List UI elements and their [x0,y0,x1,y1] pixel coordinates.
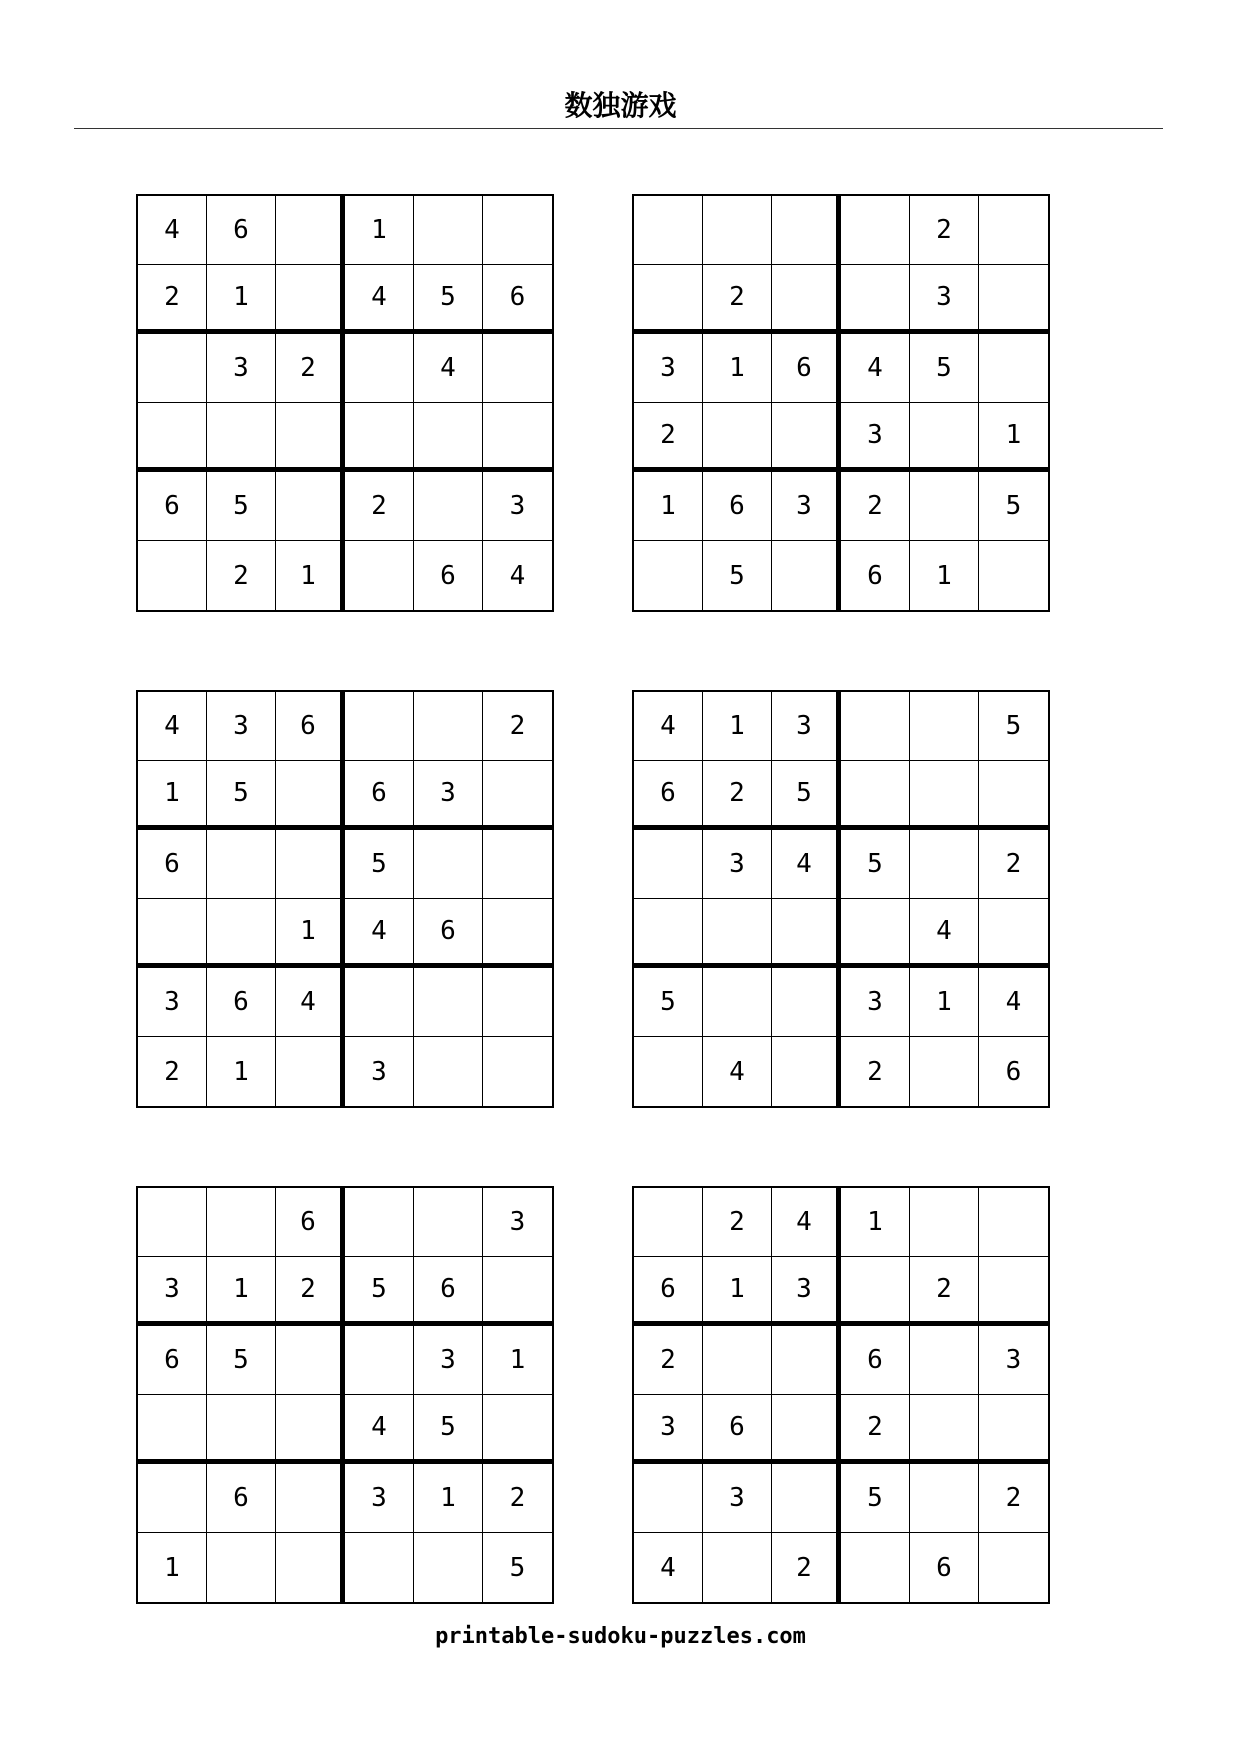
sudoku-cell [772,899,841,968]
sudoku-cell [841,1257,910,1326]
sudoku-cell [345,334,414,403]
sudoku-cell: 5 [345,1257,414,1326]
sudoku-cell [979,196,1048,265]
sudoku-cell: 6 [414,1257,483,1326]
sudoku-cell [345,968,414,1037]
sudoku-grid-6 [632,1186,1050,1604]
sudoku-cell: 1 [979,403,1048,472]
sudoku-cell: 2 [703,761,772,830]
sudoku-cell [910,761,979,830]
sudoku-cell: 3 [345,1464,414,1533]
sudoku-cell [138,1464,207,1533]
sudoku-cell [483,968,552,1037]
sudoku-cell: 2 [910,1257,979,1326]
sudoku-cell: 4 [910,899,979,968]
sudoku-cell [703,1326,772,1395]
sudoku-cell [414,1037,483,1106]
footer-url: printable-sudoku-puzzles.com [435,1624,806,1649]
sudoku-cell: 6 [1005,1056,1022,1087]
sudoku-cell [703,1533,772,1602]
sudoku-grid-1 [136,194,554,612]
sudoku-cell: 1 [345,196,414,265]
sudoku-cell: 6 [207,196,276,265]
sudoku-cell: 3 [772,472,841,541]
sudoku-cell: 2 [634,403,703,472]
sudoku-cell: 4 [509,560,526,591]
sudoku-cell: 5 [841,830,910,899]
sudoku-cell [634,1188,703,1257]
sudoku-cell: 1 [207,1257,276,1326]
sudoku-cell [634,265,703,334]
sudoku-cell: 5 [841,1464,910,1533]
sudoku-cell [772,265,841,334]
sudoku-cell [979,1533,1048,1602]
sudoku-cell [483,830,552,899]
sudoku-cell: 1 [138,1533,207,1602]
sudoku-cell [634,830,703,899]
sudoku-cell [841,1533,910,1602]
sudoku-cell [207,1188,276,1257]
sudoku-cell [345,1188,414,1257]
sudoku-cell [138,1188,207,1257]
sudoku-cell [772,196,841,265]
sudoku-cell [483,334,552,403]
sudoku-cell: 3 [207,692,276,761]
sudoku-cell: 3 [483,1188,552,1257]
sudoku-cell: 2 [207,541,276,610]
sudoku-cell [276,1533,345,1602]
sudoku-cell: 6 [703,1395,772,1464]
sudoku-cell [841,692,910,761]
sudoku-cell: 6 [910,1533,979,1602]
sudoku-cell [634,541,703,610]
sudoku-cell: 1 [910,541,979,610]
sudoku-cell [276,830,345,899]
sudoku-cell: 4 [772,830,841,899]
sudoku-cell: 4 [138,196,207,265]
sudoku-cell: 2 [979,1464,1048,1533]
sudoku-cell: 3 [841,403,910,472]
sudoku-cell: 3 [979,1326,1048,1395]
sudoku-cell: 5 [345,830,414,899]
sudoku-cell: 5 [979,692,1048,761]
sudoku-cell [276,1395,345,1464]
sudoku-cell [276,265,345,334]
sudoku-cell [138,403,207,472]
sudoku-cell [772,968,841,1037]
sudoku-cell: 2 [841,1395,910,1464]
sudoku-cell: 5 [207,1326,276,1395]
sudoku-cell: 3 [910,265,979,334]
sudoku-cell: 5 [509,1552,526,1583]
sudoku-cell: 6 [634,1257,703,1326]
sudoku-cell: 1 [841,1188,910,1257]
sudoku-cell: 2 [703,265,772,334]
sudoku-cell: 6 [138,1326,207,1395]
sudoku-cell [910,1464,979,1533]
sudoku-cell [276,1326,345,1395]
sudoku-cell [414,472,483,541]
sudoku-cell: 4 [345,899,414,968]
sudoku-cell [841,196,910,265]
sudoku-cell: 1 [207,1037,276,1106]
sudoku-cell: 3 [703,830,772,899]
sudoku-cell [634,1037,703,1106]
sudoku-cell: 6 [207,1464,276,1533]
sudoku-cell [345,1326,414,1395]
sudoku-cell [841,265,910,334]
sudoku-cell: 1 [207,265,276,334]
sudoku-grid-4 [632,690,1050,1108]
sudoku-cell: 5 [414,1395,483,1464]
sudoku-cell [414,692,483,761]
sudoku-cell: 4 [634,692,703,761]
sudoku-cell [207,1395,276,1464]
sudoku-cell: 3 [772,1257,841,1326]
sudoku-cell [634,196,703,265]
sudoku-cell [910,1037,979,1106]
sudoku-cell [979,1188,1048,1257]
sudoku-cell: 1 [483,1326,552,1395]
sudoku-cell: 2 [345,472,414,541]
sudoku-cell [483,1037,552,1106]
sudoku-cell: 1 [276,899,345,968]
sudoku-cell [483,1257,552,1326]
sudoku-cell [414,1188,483,1257]
sudoku-cell [910,692,979,761]
sudoku-cell: 3 [634,1395,703,1464]
sudoku-cell [138,1395,207,1464]
sudoku-cell: 2 [138,1037,207,1106]
sudoku-cell: 1 [910,968,979,1037]
sudoku-cell [634,899,703,968]
sudoku-cell [345,1533,414,1602]
sudoku-cell [276,1037,345,1106]
sudoku-cell [414,196,483,265]
sudoku-cell [207,403,276,472]
sudoku-cell: 3 [634,334,703,403]
sudoku-cell [276,403,345,472]
sudoku-cell: 4 [634,1533,703,1602]
title-divider [74,128,1163,129]
page-title: 数独游戏 [564,89,677,122]
sudoku-cell: 2 [138,265,207,334]
sudoku-cell [414,830,483,899]
sudoku-cell: 2 [910,196,979,265]
sudoku-cell: 6 [207,968,276,1037]
sudoku-cell: 1 [703,692,772,761]
sudoku-cell: 2 [979,830,1048,899]
sudoku-cell [483,761,552,830]
sudoku-cell [138,334,207,403]
sudoku-cell [276,761,345,830]
sudoku-cell: 2 [276,334,345,403]
sudoku-cell: 6 [841,541,910,610]
sudoku-cell: 4 [345,265,414,334]
sudoku-cell [414,968,483,1037]
sudoku-cell: 5 [772,761,841,830]
sudoku-grid-2 [632,194,1050,612]
sudoku-cell: 3 [414,761,483,830]
sudoku-cell: 4 [138,692,207,761]
sudoku-cell: 2 [634,1326,703,1395]
sudoku-cell [979,265,1048,334]
sudoku-cell: 6 [634,761,703,830]
sudoku-cell: 3 [207,334,276,403]
sudoku-cell: 2 [276,1257,345,1326]
sudoku-cell [138,899,207,968]
sudoku-cell [772,1037,841,1106]
sudoku-cell [483,1395,552,1464]
sudoku-cell [979,761,1048,830]
sudoku-cell: 3 [138,1257,207,1326]
sudoku-cell [979,1395,1048,1464]
sudoku-grid-5 [136,1186,554,1604]
sudoku-cell [910,1188,979,1257]
sudoku-cell: 5 [207,761,276,830]
sudoku-cell [138,541,207,610]
sudoku-cell: 3 [414,1326,483,1395]
sudoku-cell [979,1257,1048,1326]
sudoku-cell: 1 [276,541,345,610]
sudoku-cell [772,403,841,472]
sudoku-cell [841,899,910,968]
sudoku-cell: 1 [703,334,772,403]
sudoku-cell: 1 [414,1464,483,1533]
sudoku-cell: 3 [345,1037,414,1106]
sudoku-cell: 3 [841,968,910,1037]
sudoku-cell [979,541,1048,610]
sudoku-cell: 3 [772,692,841,761]
sudoku-cell: 4 [276,968,345,1037]
sudoku-cell [276,196,345,265]
sudoku-cell [207,1533,276,1602]
sudoku-cell: 6 [138,472,207,541]
sudoku-cell: 6 [414,541,483,610]
sudoku-cell [345,541,414,610]
sudoku-cell: 2 [703,1188,772,1257]
sudoku-cell [207,830,276,899]
sudoku-cell [414,1533,483,1602]
sudoku-cell [483,403,552,472]
sudoku-cell: 5 [414,265,483,334]
sudoku-cell: 6 [483,265,552,334]
sudoku-cell: 1 [138,761,207,830]
sudoku-cell: 6 [703,472,772,541]
sudoku-cell: 6 [138,830,207,899]
sudoku-cell [979,899,1048,968]
sudoku-cell [703,899,772,968]
sudoku-cell: 2 [772,1533,841,1602]
sudoku-cell [703,968,772,1037]
sudoku-cell: 2 [841,472,910,541]
sudoku-cell: 4 [979,968,1048,1037]
sudoku-cell [772,541,841,610]
sudoku-cell [483,899,552,968]
sudoku-cell [772,1395,841,1464]
sudoku-cell [910,472,979,541]
sudoku-cell [414,403,483,472]
sudoku-cell [703,196,772,265]
sudoku-cell [910,830,979,899]
sudoku-cell: 2 [483,692,552,761]
sudoku-cell: 3 [703,1464,772,1533]
sudoku-cell: 6 [276,692,345,761]
sudoku-cell [276,1464,345,1533]
sudoku-cell: 4 [772,1188,841,1257]
sudoku-cell: 5 [703,541,772,610]
sudoku-cell [772,1464,841,1533]
sudoku-cell: 3 [483,472,552,541]
sudoku-cell [841,761,910,830]
sudoku-cell [345,692,414,761]
sudoku-cell [979,334,1048,403]
sudoku-cell: 4 [703,1037,772,1106]
sudoku-cell: 5 [910,334,979,403]
sudoku-cell: 1 [634,472,703,541]
sudoku-cell: 6 [414,899,483,968]
sudoku-cell [703,403,772,472]
sudoku-cell: 5 [634,968,703,1037]
sudoku-cell: 6 [276,1188,345,1257]
sudoku-cell: 5 [207,472,276,541]
sudoku-cell [910,403,979,472]
sudoku-cell: 1 [703,1257,772,1326]
sudoku-cell: 4 [414,334,483,403]
sudoku-cell: 4 [841,334,910,403]
sudoku-cell [910,1326,979,1395]
sudoku-cell: 5 [979,472,1048,541]
sudoku-cell: 2 [483,1464,552,1533]
sudoku-cell: 2 [841,1037,910,1106]
sudoku-cell: 3 [138,968,207,1037]
sudoku-cell [483,196,552,265]
sudoku-cell: 6 [772,334,841,403]
sudoku-cell [207,899,276,968]
sudoku-cell [634,1464,703,1533]
sudoku-cell: 6 [345,761,414,830]
sudoku-cell [345,403,414,472]
sudoku-grid-3 [136,690,554,1108]
sudoku-cell: 6 [841,1326,910,1395]
sudoku-cell [276,472,345,541]
sudoku-cell [772,1326,841,1395]
sudoku-cell: 4 [345,1395,414,1464]
sudoku-cell [910,1395,979,1464]
